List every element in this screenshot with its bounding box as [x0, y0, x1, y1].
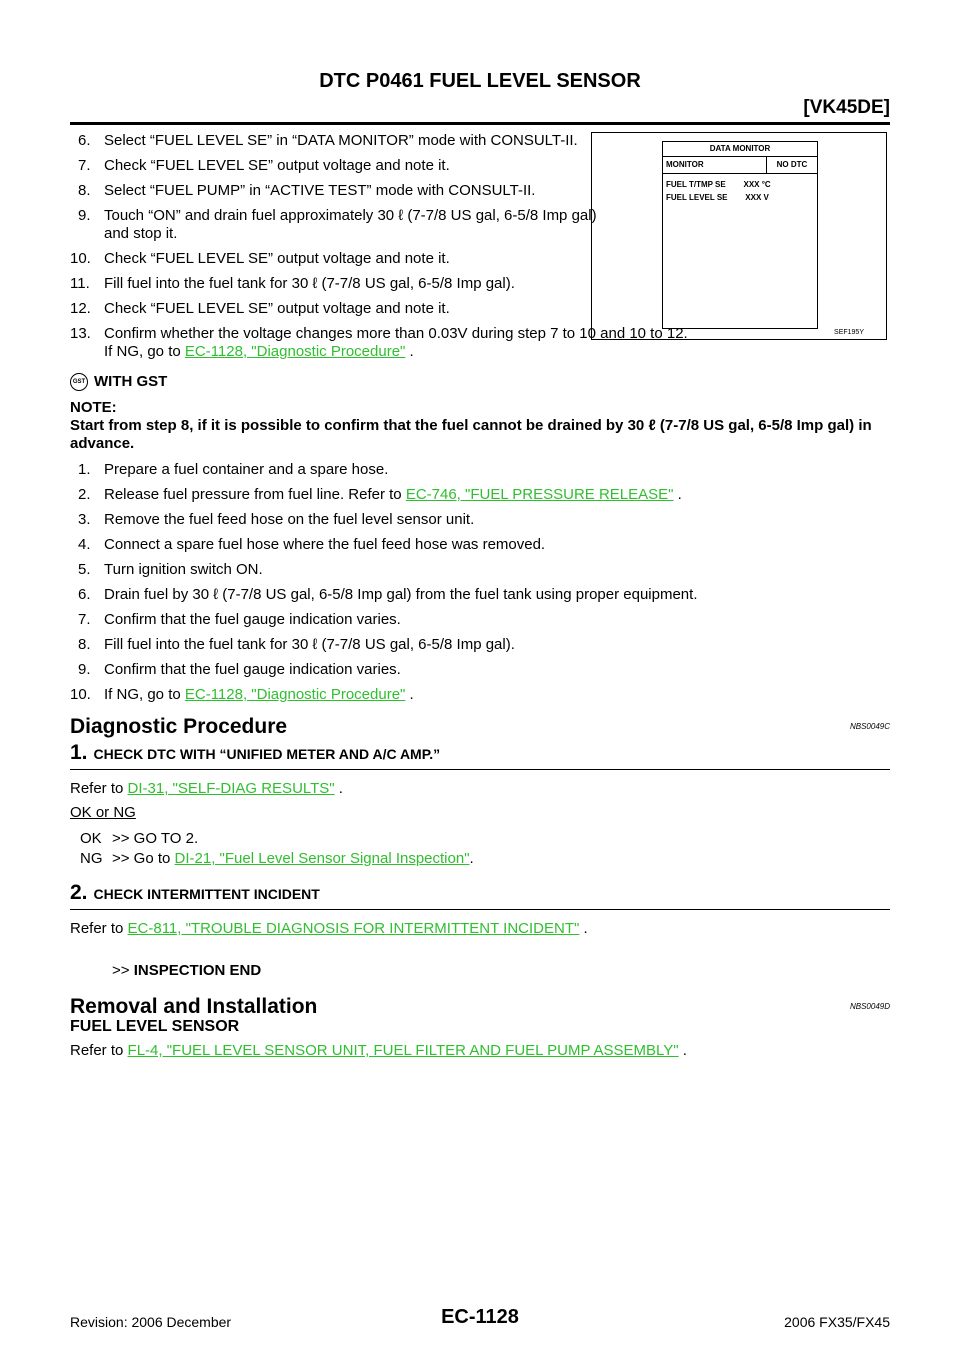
para-text: Refer to	[70, 1042, 128, 1059]
para-text: Refer to	[70, 780, 128, 797]
top-rule	[70, 122, 890, 125]
para-text: .	[334, 780, 343, 797]
step-number: 8.	[78, 182, 91, 199]
step	[70, 182, 614, 200]
engine-code: [VK45DE]	[803, 97, 890, 118]
diag-step-number: 1.	[70, 741, 88, 764]
footer-model: 2006 FX35/FX45	[784, 1314, 890, 1330]
para-text: .	[579, 920, 588, 937]
step	[70, 250, 614, 268]
intermittent-incident-link[interactable]: EC-811, "TROUBLE DIAGNOSIS FOR INTERMITTENT INCIDENT"	[127, 920, 580, 937]
section-code: NBS0049D	[849, 1002, 890, 1011]
step-number: 5.	[78, 561, 91, 578]
self-diag-results-link[interactable]: DI-31, "SELF-DIAG RESULTS"	[127, 780, 335, 797]
page-title: DTC P0461 FUEL LEVEL SENSOR	[319, 70, 641, 92]
step-number: 9.	[78, 207, 91, 224]
monitor-line-1: FUEL T/TMP SE XXX °C	[666, 180, 771, 189]
step-text: Drain fuel by 30 ℓ (7-7/8 US gal, 6-5/8 Imp gal) from the fuel tank using proper equipment.	[104, 586, 698, 603]
step-text: Fill fuel into the fuel tank for 30 ℓ (7-7/8 US gal, 6-5/8 Imp gal).	[104, 275, 515, 292]
with-gst-label: WITH GST	[94, 373, 168, 390]
ok-result	[70, 830, 890, 848]
result-value: >> Go to	[112, 850, 171, 867]
gst-steps	[70, 461, 890, 704]
ok-or-ng: OK or NG	[70, 804, 136, 821]
fuel-level-sensor-unit-link[interactable]: FL-4, "FUEL LEVEL SENSOR UNIT, FUEL FILTER AND FUEL PUMP ASSEMBLY"	[127, 1042, 679, 1059]
result-key: NG	[80, 850, 103, 867]
inspection-end-label: INSPECTION END	[133, 962, 262, 979]
removal-heading	[70, 995, 890, 1018]
step	[70, 561, 890, 579]
step	[70, 586, 890, 604]
step-number: 3.	[78, 511, 91, 528]
with-gst-heading	[70, 373, 890, 391]
diag-step-title: CHECK INTERMITTENT INCIDENT	[93, 886, 320, 902]
step	[70, 275, 614, 293]
inspection-end	[70, 962, 890, 980]
step-number: 12.	[70, 300, 91, 317]
step-text: .	[673, 486, 682, 503]
step-number: 1.	[78, 461, 91, 478]
step-number: 13.	[70, 325, 91, 342]
result-key: >>	[112, 962, 130, 979]
diagnostic-procedure-link[interactable]: EC-1128, "Diagnostic Procedure"	[184, 343, 406, 360]
step-text: Check “FUEL LEVEL SE” output voltage and note it.	[104, 300, 450, 317]
step	[70, 536, 890, 554]
step-text: .	[405, 686, 414, 703]
step-text: Fill fuel into the fuel tank for 30 ℓ (7-7/8 US gal, 6-5/8 Imp gal).	[104, 636, 515, 653]
step-text: .	[405, 343, 414, 360]
step-text: Remove the fuel feed hose on the fuel level sensor unit.	[104, 511, 475, 528]
section-title: Removal and Installation	[70, 995, 318, 1018]
monitor-title: DATA MONITOR	[663, 142, 817, 157]
diagnostic-procedure-link[interactable]: EC-1128, "Diagnostic Procedure"	[184, 686, 406, 703]
step	[70, 611, 890, 629]
result-value: .	[469, 850, 474, 867]
removal-body	[70, 1042, 890, 1060]
step-text: Prepare a fuel container and a spare hose.	[104, 461, 389, 478]
section-title: Diagnostic Procedure	[70, 715, 288, 738]
step-text: Confirm that the fuel gauge indication varies.	[104, 661, 401, 678]
step	[70, 300, 614, 318]
note-label: NOTE:	[70, 399, 117, 416]
step	[70, 461, 890, 479]
note	[70, 399, 890, 453]
section-code: NBS0049C	[849, 722, 890, 731]
step-text: If NG, go to	[104, 686, 185, 703]
step-text: Select “FUEL PUMP” in “ACTIVE TEST” mode with CONSULT-II.	[104, 182, 536, 199]
diag-step-number: 2.	[70, 881, 88, 904]
footer-revision: Revision: 2006 December	[70, 1314, 232, 1330]
diag-step-1-heading	[70, 741, 890, 770]
figure-code: SEF195Y	[834, 329, 864, 336]
result-value: >> GO TO 2.	[112, 830, 199, 847]
step	[70, 636, 890, 654]
monitor-line-2: FUEL LEVEL SE XXX V	[666, 193, 769, 202]
step	[70, 207, 614, 243]
page-number: EC-1128	[441, 1306, 519, 1328]
step-number: 2.	[78, 486, 91, 503]
step-number: 10.	[70, 250, 91, 267]
step-number: 8.	[78, 636, 91, 653]
step-text: If NG, go to	[104, 343, 185, 360]
diag-step-2-body	[70, 920, 890, 938]
steps-top	[70, 132, 890, 361]
step-text: Confirm that the fuel gauge indication varies.	[104, 611, 401, 628]
result-key: OK	[80, 830, 102, 847]
fuel-level-sensor-signal-link[interactable]: DI-21, "Fuel Level Sensor Signal Inspection"	[174, 850, 470, 867]
step-text: Check “FUEL LEVEL SE” output voltage and note it.	[104, 157, 450, 174]
step-text: Release fuel pressure from fuel line. Refer to	[104, 486, 406, 503]
step-text: Check “FUEL LEVEL SE” output voltage and note it.	[104, 250, 450, 267]
step-number: 6.	[78, 132, 91, 149]
step-number: 4.	[78, 536, 91, 553]
step	[70, 132, 614, 150]
step	[70, 686, 890, 704]
subsection-title: FUEL LEVEL SENSOR	[70, 1018, 240, 1035]
step-number: 9.	[78, 661, 91, 678]
ng-result	[70, 850, 890, 868]
step-number: 7.	[78, 611, 91, 628]
step	[70, 486, 890, 504]
step-text: Confirm whether the voltage changes more than 0.03V during step 7 to 10 and 10 to 12.	[104, 325, 688, 342]
step	[70, 661, 890, 679]
step-number: 11.	[70, 275, 90, 292]
diag-step-2-heading	[70, 881, 890, 910]
step-number: 7.	[78, 157, 91, 174]
para-text: .	[678, 1042, 687, 1059]
step	[70, 511, 890, 529]
step	[70, 157, 614, 175]
diagnostic-procedure-heading	[70, 715, 890, 738]
step-text: Touch “ON” and drain fuel approximately 30 ℓ (7-7/8 US gal, 6-5/8 Imp gal) and stop it.	[104, 207, 597, 242]
fuel-pressure-release-link[interactable]: EC-746, "FUEL PRESSURE RELEASE"	[405, 486, 674, 503]
step	[70, 325, 890, 361]
step-text: Turn ignition switch ON.	[104, 561, 263, 578]
monitor-col2: NO DTC	[776, 160, 808, 169]
diag-step-1-body	[70, 780, 890, 798]
step-text: Connect a spare fuel hose where the fuel feed hose was removed.	[104, 536, 546, 553]
monitor-col1: MONITOR	[663, 157, 767, 173]
content	[70, 132, 890, 1066]
step-text: Select “FUEL LEVEL SE” in “DATA MONITOR” mode with CONSULT-II.	[104, 132, 578, 149]
para-text: Refer to	[70, 920, 128, 937]
step-number: 6.	[78, 586, 91, 603]
gst-icon: GST	[70, 373, 88, 391]
note-text: Start from step 8, if it is possible to confirm that the fuel cannot be drained by 30 ℓ (7-7/8 US gal, 6-5/8 Imp gal) in advance.	[70, 417, 872, 452]
diag-step-title: CHECK DTC WITH “UNIFIED METER AND A/C AMP.”	[93, 746, 441, 762]
step-number: 10.	[70, 686, 91, 703]
